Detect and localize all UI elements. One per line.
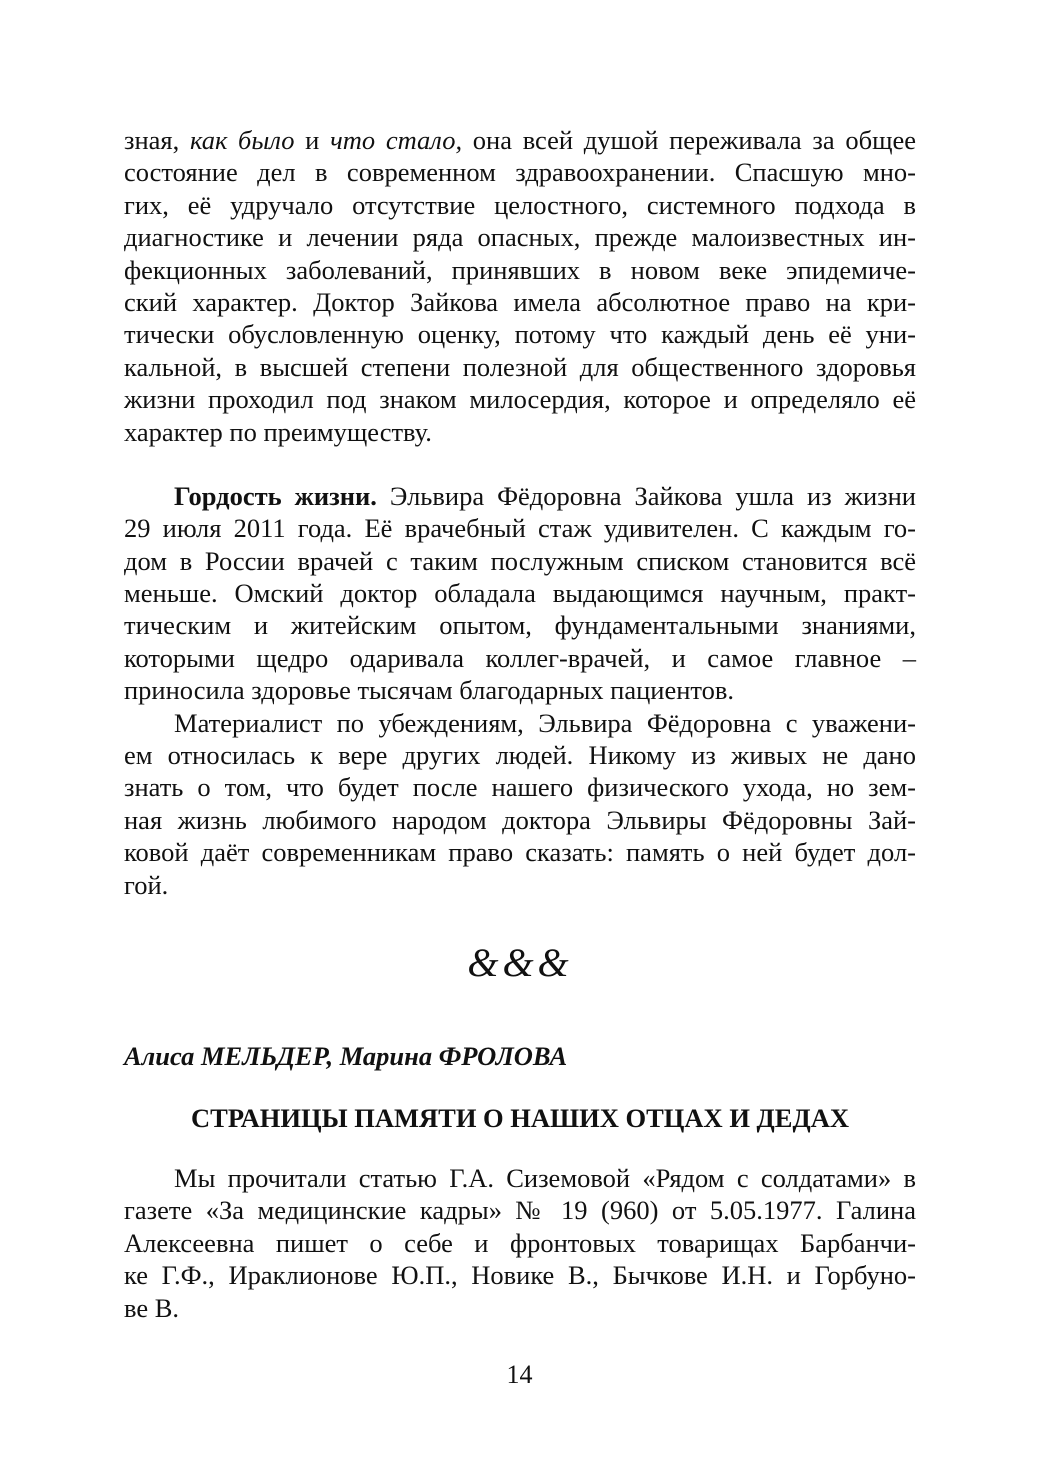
text-line: гих, её удручало отсутствие целостного, системного подхода в: [124, 189, 916, 220]
spacer: [124, 448, 916, 480]
spacer: [124, 901, 916, 941]
text-line: ная жизнь любимого народом доктора Эльвиры Фёдоровны Зай-: [124, 804, 916, 835]
text-line: характер по преимуществу.: [124, 416, 432, 447]
section-heading: Гордость жизни.: [174, 480, 377, 511]
paragraph-3: [124, 707, 916, 901]
text-line: меньше. Омский доктор обладала выдающимся научным, практ-: [124, 578, 916, 609]
italic-phrase: как было: [189, 125, 295, 155]
spacer: [124, 1134, 916, 1162]
text-line: фекционных заболеваний, принявших в новом веке эпидемиче-: [124, 254, 916, 285]
text-line: ве В.: [124, 1292, 180, 1323]
article-authors: Алиса МЕЛЬДЕР, Марина ФРОЛОВА: [124, 1040, 568, 1071]
text-line: знать о том, что будет после нашего физического ухода, но зем-: [124, 772, 916, 803]
text-line: которыми щедро одаривала коллег-врачей, и самое главное –: [124, 642, 916, 673]
text-line: ковой даёт современникам право сказать: память о ней будет дол-: [124, 837, 916, 868]
text-span: и: [294, 125, 331, 155]
paragraph-2: [124, 480, 916, 707]
text-line: дом в России врачей с таким послужным списком становится всё: [124, 545, 916, 576]
text-line: приносила здоровье тысячам благодарных пациентов.: [124, 675, 735, 706]
text-line: [124, 124, 916, 156]
text-span: зная,: [124, 125, 190, 155]
text-line: ский характер. Доктор Зайкова имела абсолютное право на кри-: [124, 286, 916, 317]
page-body: [124, 124, 916, 1424]
spacer: [124, 985, 916, 1040]
text-line: диагностике и лечении ряда опасных, прежде малоизвестных ин-: [124, 222, 916, 253]
text-line: тическим и житейским опытом, фундаментальными знаниями,: [124, 610, 916, 641]
text-line: состояние дел в современном здравоохранении. Спасшую мно-: [124, 157, 916, 188]
paragraph-4: [124, 1162, 916, 1324]
text-span: Эльвира Фёдоровна Зайкова ушла из жизни: [376, 480, 916, 511]
italic-phrase: что стало,: [330, 125, 463, 155]
text-line: гой.: [124, 869, 169, 900]
text-line: ке Г.Ф., Ираклионове Ю.П., Новике В., Бычкове И.Н. и Горбуно-: [124, 1260, 916, 1291]
text-line: кальной, в высшей степени полезной для общественного здоровья: [124, 351, 916, 382]
text-line: ем относилась к вере других людей. Никому из живых не дано: [124, 740, 916, 771]
page-number: 14: [506, 1360, 533, 1389]
section-separator: &&&: [467, 939, 573, 985]
text-line: Мы прочитали статью Г.А. Сиземовой «Рядом с солдатами» в: [174, 1162, 916, 1193]
text-line: тически обусловленную оценку, потому что каждый день её уни-: [124, 319, 916, 350]
paragraph-1: [124, 124, 916, 448]
article-title: СТРАНИЦЫ ПАМЯТИ О НАШИХ ОТЦАХ И ДЕДАХ: [191, 1102, 849, 1133]
text-line: Материалист по убеждениям, Эльвира Фёдоровна с уважени-: [174, 707, 916, 738]
text-span: она всей душой переживала за общее: [462, 125, 917, 155]
text-line: [124, 480, 916, 512]
text-line: Алексеевна пишет о себе и фронтовых товарищах Барбанчи-: [124, 1227, 916, 1258]
spacer: [124, 1072, 916, 1102]
text-line: газете «За медицинские кадры» № 19 (960) от 5.05.1977. Галина: [124, 1195, 916, 1226]
text-line: 29 июля 2011 года. Её врачебный стаж удивителен. С каждым го-: [124, 513, 916, 544]
text-line: жизни проходил под знаком милосердия, которое и определяло её: [124, 384, 916, 415]
